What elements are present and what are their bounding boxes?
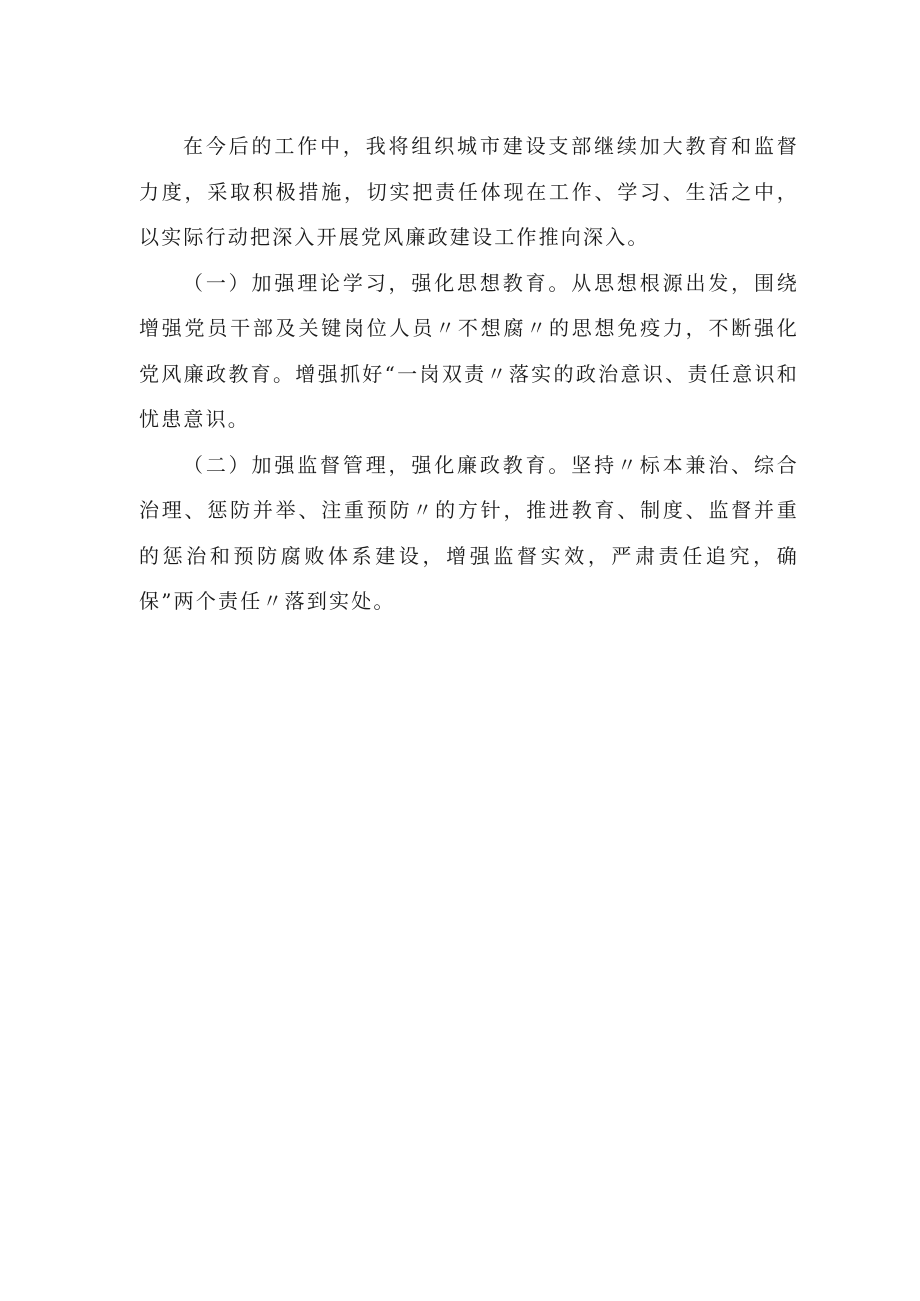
supervision-paragraph: （二）加强监督管理，强化廉政教育。坚持〃标本兼治、综合治理、惩防并举、注重预防〃的方针，推进教育、制度、监督并重的惩治和预防腐败体系建设，增强监督实效，严肃责任追究，确保”两个责任〃落到实处。 bbox=[139, 452, 799, 613]
intro-paragraph: 在今后的工作中，我将组织城市建设支部继续加大教育和监督力度，采取积极措施，切实把责任体现在工作、学习、生活之中，以实际行动把深入开展党风廉政建设工作推向深入。 bbox=[139, 134, 799, 249]
theory-study-paragraph: （一）加强理论学习，强化思想教育。从思想根源出发，围绕增强党员干部及关键岗位人员〃不想腐〃的思想免疫力，不断强化党风廉政教育。增强抓好“一岗双责〃落实的政治意识、责任意识和忧患意识。 bbox=[139, 270, 799, 431]
document-body bbox=[139, 124, 799, 625]
